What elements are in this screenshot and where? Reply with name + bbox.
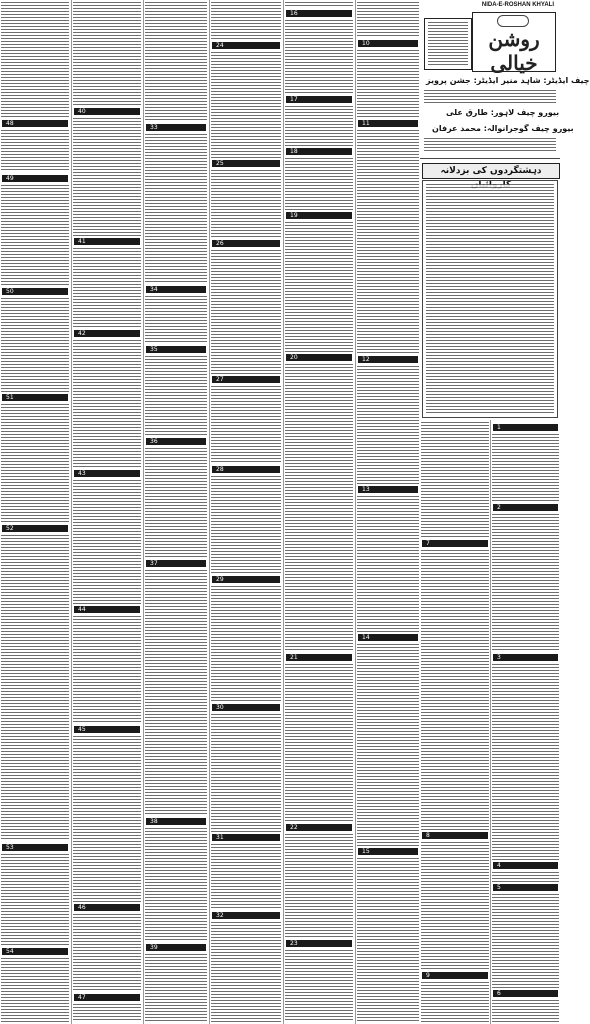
text-block [211, 250, 281, 374]
section-number: 31 [216, 834, 224, 841]
section-header-49 [2, 175, 68, 182]
text-block [211, 922, 281, 1022]
editorial-box [422, 180, 558, 418]
section-header-42 [74, 330, 140, 337]
section-header-5 [493, 884, 558, 891]
section-number: 35 [150, 346, 158, 353]
text-block [211, 714, 281, 832]
masthead-tag: NIDA-E-ROSHAN KHYALI [481, 2, 554, 8]
text-block [73, 340, 141, 468]
section-header-22 [286, 824, 352, 831]
section-header-30 [212, 704, 280, 711]
section-number: 10 [362, 40, 370, 47]
section-number: 11 [362, 120, 370, 127]
text-block [421, 550, 489, 830]
text-block [285, 20, 353, 94]
text-block [211, 170, 281, 238]
section-header-33 [146, 124, 206, 131]
section-number: 45 [78, 726, 86, 733]
section-header-46 [74, 904, 140, 911]
text-block [421, 422, 489, 538]
section-number: 54 [6, 948, 14, 955]
section-number: 42 [78, 330, 86, 337]
section-header-16 [286, 10, 352, 17]
section-number: 50 [6, 288, 14, 295]
section-header-50 [2, 288, 68, 295]
logo-text: روشن خیالی [488, 27, 540, 75]
section-number: 41 [78, 238, 86, 245]
section-header-13 [358, 486, 418, 493]
section-header-25 [212, 160, 280, 167]
section-number: 48 [6, 120, 14, 127]
section-number: 29 [216, 576, 224, 583]
section-header-47 [74, 994, 140, 1001]
text-block [211, 386, 281, 464]
section-number: 3 [497, 654, 501, 661]
section-number: 24 [216, 42, 224, 49]
text-block [285, 664, 353, 822]
section-header-9 [422, 972, 488, 979]
column-4 [210, 0, 282, 1024]
text-block [73, 914, 141, 992]
section-header-44 [74, 606, 140, 613]
text-block [424, 138, 556, 152]
text-block [145, 570, 207, 816]
section-header-15 [358, 848, 418, 855]
text-block [1, 535, 69, 841]
section-number: 25 [216, 160, 224, 167]
section-number: 23 [290, 940, 298, 947]
text-block [1, 404, 69, 522]
section-number: 47 [78, 994, 86, 1001]
section-number: 20 [290, 354, 298, 361]
text-block [145, 296, 207, 344]
section-header-35 [146, 346, 206, 353]
section-number: 17 [290, 96, 298, 103]
section-header-10 [358, 40, 418, 47]
section-header-54 [2, 948, 68, 955]
text-block [145, 356, 207, 436]
section-number: 27 [216, 376, 224, 383]
section-header-34 [146, 286, 206, 293]
section-header-11 [358, 120, 418, 127]
column-3 [144, 0, 208, 1024]
text-block [426, 184, 554, 414]
editorial-title: دہشتگردوں کی بزدلانہ [422, 163, 560, 179]
masthead-line-2: بیورو چیف لاہور: طارق علی [446, 108, 560, 117]
section-header-17 [286, 96, 352, 103]
section-number: 37 [150, 560, 158, 567]
seal-icon [497, 15, 529, 27]
masthead-line-3: بیورو چیف گوجرانوالہ: محمد عرفان [432, 124, 574, 133]
text-block [73, 2, 141, 106]
section-number: 49 [6, 175, 14, 182]
section-number: 13 [362, 486, 370, 493]
section-number: 15 [362, 848, 370, 855]
column-2 [72, 0, 142, 1024]
text-block [492, 894, 559, 988]
section-header-27 [212, 376, 280, 383]
section-header-38 [146, 818, 206, 825]
text-block [211, 52, 281, 158]
text-block [211, 2, 281, 40]
section-number: 6 [497, 990, 501, 997]
registration-box [424, 18, 472, 70]
section-header-29 [212, 576, 280, 583]
section-header-4 [493, 862, 558, 869]
section-header-3 [493, 654, 558, 661]
section-header-32 [212, 912, 280, 919]
section-header-7 [422, 540, 488, 547]
section-number: 34 [150, 286, 158, 293]
section-number: 26 [216, 240, 224, 247]
text-block [285, 834, 353, 938]
section-header-8 [422, 832, 488, 839]
text-block [145, 134, 207, 284]
text-block [1, 185, 69, 285]
section-header-26 [212, 240, 280, 247]
section-number: 52 [6, 525, 14, 532]
section-header-24 [212, 42, 280, 49]
section-number: 30 [216, 704, 224, 711]
column-5 [284, 0, 354, 1024]
section-header-48 [2, 120, 68, 127]
section-number: 22 [290, 824, 298, 831]
text-block [357, 644, 419, 846]
section-number: 38 [150, 818, 158, 825]
text-block [73, 616, 141, 724]
text-block [492, 1000, 559, 1022]
text-block [211, 586, 281, 702]
text-block [285, 364, 353, 652]
section-number: 19 [290, 212, 298, 219]
section-header-23 [286, 940, 352, 947]
section-header-45 [74, 726, 140, 733]
section-header-40 [74, 108, 140, 115]
section-header-36 [146, 438, 206, 445]
section-header-39 [146, 944, 206, 951]
section-number: 21 [290, 654, 298, 661]
section-header-51 [2, 394, 68, 401]
text-block [285, 2, 353, 8]
text-block [428, 22, 468, 66]
section-number: 18 [290, 148, 298, 155]
section-number: 9 [426, 972, 430, 979]
section-header-20 [286, 354, 352, 361]
section-number: 2 [497, 504, 501, 511]
text-block [492, 664, 559, 860]
text-block [145, 2, 207, 122]
section-number: 40 [78, 108, 86, 115]
text-block [145, 828, 207, 942]
text-block [285, 222, 353, 352]
section-number: 1 [497, 424, 501, 431]
text-block [492, 514, 559, 652]
section-number: 44 [78, 606, 86, 613]
section-header-37 [146, 560, 206, 567]
text-block [145, 448, 207, 558]
text-block [357, 2, 419, 38]
column-1 [0, 0, 70, 1024]
text-block [1, 854, 69, 946]
text-block [424, 90, 556, 104]
section-header-43 [74, 470, 140, 477]
section-number: 46 [78, 904, 86, 911]
section-number: 28 [216, 466, 224, 473]
text-block [1, 130, 69, 172]
text-block [357, 50, 419, 118]
text-block [285, 106, 353, 146]
section-number: 4 [497, 862, 501, 869]
section-number: 7 [426, 540, 430, 547]
text-block [492, 434, 559, 502]
section-header-1 [493, 424, 558, 431]
text-block [73, 248, 141, 328]
text-block [73, 736, 141, 902]
chief-editor-line: چیف ایڈیٹر: شاہد منیر ایڈیٹر: جشن پرویز [426, 76, 590, 85]
text-block [285, 158, 353, 210]
section-number: 36 [150, 438, 158, 445]
text-block [357, 858, 419, 1022]
text-block [357, 366, 419, 484]
text-block [211, 476, 281, 574]
section-header-53 [2, 844, 68, 851]
section-number: 53 [6, 844, 14, 851]
section-header-19 [286, 212, 352, 219]
section-header-31 [212, 834, 280, 841]
section-header-21 [286, 654, 352, 661]
section-number: 16 [290, 10, 298, 17]
text-block [73, 1004, 141, 1022]
text-block [73, 118, 141, 236]
section-number: 39 [150, 944, 158, 951]
text-block [421, 982, 489, 1022]
section-header-41 [74, 238, 140, 245]
section-header-2 [493, 504, 558, 511]
text-block [1, 298, 69, 392]
section-number: 32 [216, 912, 224, 919]
text-block [421, 842, 489, 970]
text-block [211, 844, 281, 910]
text-block [1, 2, 69, 118]
section-header-14 [358, 634, 418, 641]
section-number: 51 [6, 394, 14, 401]
column-6 [356, 0, 420, 1024]
section-header-18 [286, 148, 352, 155]
section-number: 33 [150, 124, 158, 131]
text-block [357, 130, 419, 354]
section-number: 5 [497, 884, 501, 891]
text-block [492, 872, 559, 882]
section-number: 8 [426, 832, 430, 839]
section-header-12 [358, 356, 418, 363]
section-number: 43 [78, 470, 86, 477]
section-header-52 [2, 525, 68, 532]
section-number: 12 [362, 356, 370, 363]
text-block [145, 954, 207, 1022]
text-block [73, 480, 141, 604]
section-header-28 [212, 466, 280, 473]
text-block [1, 958, 69, 1022]
newspaper-logo [472, 12, 556, 75]
text-block [285, 950, 353, 1022]
section-header-6 [493, 990, 558, 997]
section-number: 14 [362, 634, 370, 641]
text-block [357, 496, 419, 632]
